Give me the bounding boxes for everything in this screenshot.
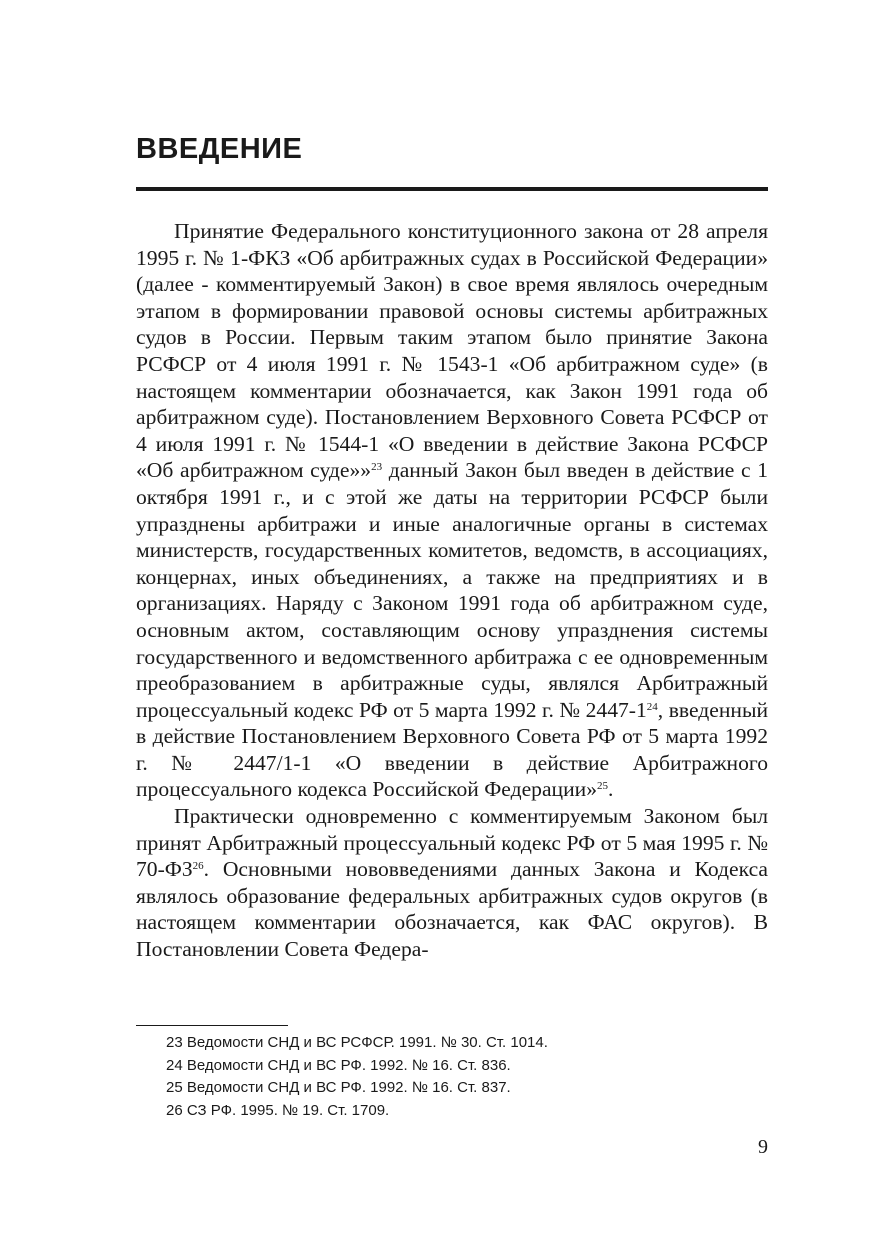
- paragraph-2-text-b: . Основными нововведениями данных Закона и Кодекса являлось образование федеральных арбитражных судов округов (в настоящем комментарии обозначается, как ФАС округов). В Постановлении Совета Федера-: [136, 857, 768, 962]
- paragraph-2-text-a: Практически одновременно с комментируемым Законом был принят Арбитражный процессуальный кодекс РФ от 5 мая 1995 г. № 70-ФЗ: [136, 804, 768, 882]
- footnote-25: 25 Ведомости СНД и ВС РФ. 1992. № 16. Ст. 837.: [166, 1079, 511, 1097]
- heading-rule: [136, 187, 768, 191]
- paragraph-1-text-d: .: [608, 777, 614, 802]
- paragraph-1-text-c: , введенный в действие Постановлением Верховного Совета РФ от 5 марта 1992 г. № 2447/1-1 «О введении в действие Арбитражного процессуального кодекса Российской Федерации»: [136, 697, 769, 802]
- footnote-ref-23: 23: [371, 461, 383, 474]
- chapter-heading: ВВЕДЕНИЕ: [136, 133, 303, 165]
- paragraph-1-text-b: данный Закон был введен в действие с 1 октября 1991 г., и с этой же даты на территории РСФСР были упразднены арбитражи и иные аналогичные органы в системах министерств, государственных комитетов, ведомств, в ассоциациях, концернах, иных объединениях, а также на предприятиях и в организациях. Наряду с Законом 1991 года об арбитражном суде, основным актом, составляющим основу упразднения системы государственного и ведомственного арбитража с ее одновременным преобразованием в арбитражные суды, являлся Арбитражный процессуальный кодекс РФ от 5 марта 1992 г. № 2447-1: [136, 458, 769, 722]
- footnote-23: 23 Ведомости СНД и ВС РСФСР. 1991. № 30. Ст. 1014.: [166, 1034, 548, 1051]
- paragraph-2: [136, 803, 768, 963]
- body-text: [136, 218, 768, 963]
- footnote-26: 26 СЗ РФ. 1995. № 19. Ст. 1709.: [166, 1101, 390, 1119]
- footnote-ref-25: 25: [597, 780, 609, 793]
- page-number: 9: [758, 1136, 768, 1158]
- paragraph-1-text-a: Принятие Федерального конституционного закона от 28 апреля 1995 г. № 1-ФКЗ «Об арбитражных судах в Российской Федерации» (далее - комментируемый Закон) в свое время являлось очередным этапом в формировании правовой основы системы арбитражных судов в России. Первым таким этапом было принятие Закона РСФСР от 4 июля 1991 г. № 1543-1 «Об арбитражном суде» (в настоящем комментарии обозначается, как Закон 1991 года об арбитражном суде). Постановлением Верховного Совета РСФСР от 4 июля 1991 г. № 1544-1 «О введении в действие Закона РСФСР «Об арбитражном суде»»: [136, 219, 768, 483]
- footnotes: [166, 1032, 548, 1122]
- footnote-24: 24 Ведомости СНД и ВС РФ. 1992. № 16. Ст. 836.: [166, 1056, 511, 1074]
- footnote-ref-24: 24: [646, 700, 658, 713]
- paragraph-1: [136, 218, 768, 803]
- footnote-ref-26: 26: [192, 860, 204, 873]
- footnote-separator: [136, 1025, 288, 1026]
